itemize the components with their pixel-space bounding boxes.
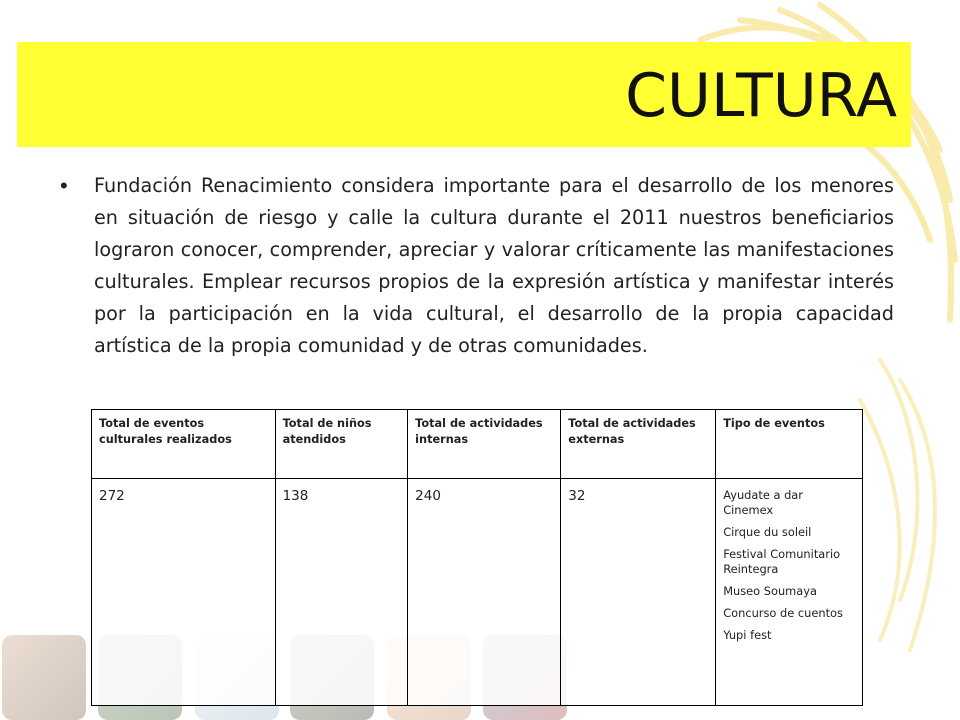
event-item: Festival Comunitario Reintegra — [723, 547, 841, 576]
header-actividades-externas: Total de actividades externas — [561, 410, 716, 479]
cell-actividades-internas: 240 — [408, 479, 561, 706]
event-item: Ayudate a dar Cinemex — [723, 488, 803, 517]
header-total-ninos: Total de niños atendidos — [275, 410, 408, 479]
cell-total-eventos: 272 — [92, 479, 276, 706]
culture-stats-table — [91, 409, 863, 706]
event-item: Concurso de cuentos — [723, 606, 843, 620]
table-header-row — [92, 410, 863, 479]
event-item: Cirque du soleil — [723, 525, 812, 539]
cell-total-ninos: 138 — [275, 479, 408, 706]
cell-actividades-externas: 32 — [561, 479, 716, 706]
title-band — [17, 42, 911, 147]
photo-child-face — [2, 635, 86, 720]
cell-tipo-eventos — [716, 479, 863, 706]
header-actividades-internas: Total de actividades internas — [408, 410, 561, 479]
bullet-text: Fundación Renacimiento considera importante para el desarrollo de los menores en situación de riesgo y calle la cultura durante el 2011 nuestros beneficiarios lograron conocer, comprender, apreciar y valorar críticamente las manifestaciones culturales. Emplear recursos propios de la expresión artística y manifestar interés por la participación en la vida cultural, el desarrollo de la propia capacidad artística de la propia comunidad y de otras comunidades. — [94, 174, 894, 357]
event-item: Museo Soumaya — [723, 584, 817, 598]
bullet-icon: • — [60, 173, 68, 198]
slide-title: CULTURA — [625, 61, 897, 131]
header-total-eventos: Total de eventos culturales realizados — [92, 410, 276, 479]
header-tipo-eventos: Tipo de eventos — [716, 410, 863, 479]
table-row — [92, 479, 863, 706]
event-item: Yupi fest — [723, 628, 772, 642]
